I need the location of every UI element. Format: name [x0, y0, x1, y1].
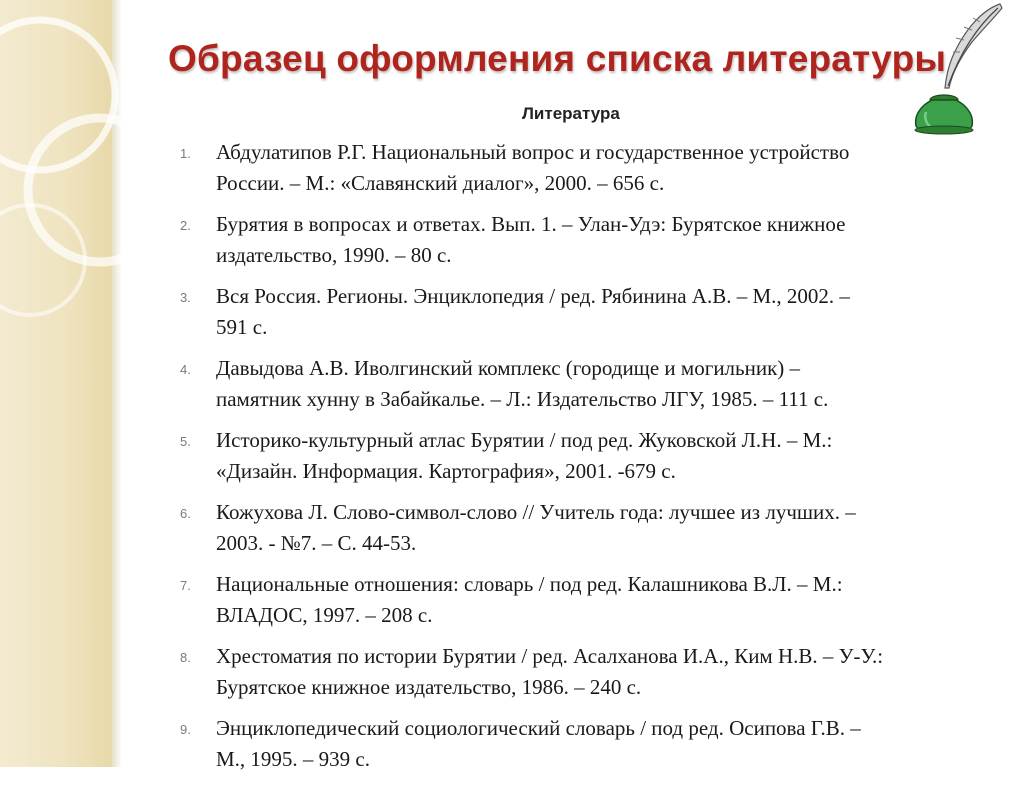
item-text-line: Вся Россия. Регионы. Энциклопедия / ред. Рябинина А.В. – М., 2002. –	[216, 284, 850, 308]
item-text-line: М., 1995. – 939 с.	[216, 747, 370, 771]
item-text-line: Национальные отношения: словарь / под ред. Калашникова В.Л. – М.:	[216, 572, 843, 596]
item-text-line: памятник хунну в Забайкалье. – Л.: Издательство ЛГУ, 1985. – 111 с.	[216, 387, 829, 411]
list-item	[180, 281, 980, 343]
decorative-rings	[0, 0, 180, 767]
item-number: 6.	[180, 506, 191, 521]
item-number: 7.	[180, 578, 191, 593]
item-text-line: «Дизайн. Информация. Картография», 2001. -679 с.	[216, 459, 676, 483]
list-item	[180, 713, 980, 775]
item-text-line: Абдулатипов Р.Г. Национальный вопрос и государственное устройство	[216, 140, 850, 164]
item-number: 3.	[180, 290, 191, 305]
reference-list	[180, 137, 980, 785]
quill-inkwell-icon	[902, 0, 1012, 140]
list-item	[180, 353, 980, 415]
item-text-line: 2003. - №7. – С. 44-53.	[216, 531, 417, 555]
item-text-line: Энциклопедический социологический словарь / под ред. Осипова Г.В. –	[216, 716, 861, 740]
item-text-line: Историко-культурный атлас Бурятии / под ред. Жуковской Л.Н. – М.:	[216, 428, 833, 452]
item-text-line: издательство, 1990. – 80 с.	[216, 243, 452, 267]
item-text-line: Давыдова А.В. Иволгинский комплекс (городище и могильник) –	[216, 356, 801, 380]
list-item	[180, 569, 980, 631]
slide-title: Образец оформления списка литературы	[168, 38, 947, 79]
item-number: 5.	[180, 434, 191, 449]
item-text-line: Кожухова Л. Слово-символ-слово // Учитель года: лучшее из лучших. –	[216, 500, 856, 524]
item-text-line: Хрестоматия по истории Бурятии / ред. Асалханова И.А., Ким Н.В. – У-У.:	[216, 644, 884, 668]
item-text-line: 591 с.	[216, 315, 268, 339]
list-item	[180, 137, 980, 199]
list-heading: Литература	[522, 104, 620, 123]
item-number: 2.	[180, 218, 191, 233]
list-item	[180, 425, 980, 487]
item-number: 8.	[180, 650, 191, 665]
item-text-line: Бурятия в вопросах и ответах. Вып. 1. – Улан-Удэ: Бурятское книжное	[216, 212, 846, 236]
item-text-line: ВЛАДОС, 1997. – 208 с.	[216, 603, 433, 627]
item-text-line: Бурятское книжное издательство, 1986. – 240 с.	[216, 675, 642, 699]
list-item	[180, 209, 980, 271]
item-number: 1.	[180, 146, 191, 161]
item-number: 9.	[180, 722, 191, 737]
list-item	[180, 497, 980, 559]
list-item	[180, 641, 980, 703]
item-number: 4.	[180, 362, 191, 377]
item-text-line: России. – М.: «Славянский диалог», 2000. – 656 с.	[216, 171, 665, 195]
